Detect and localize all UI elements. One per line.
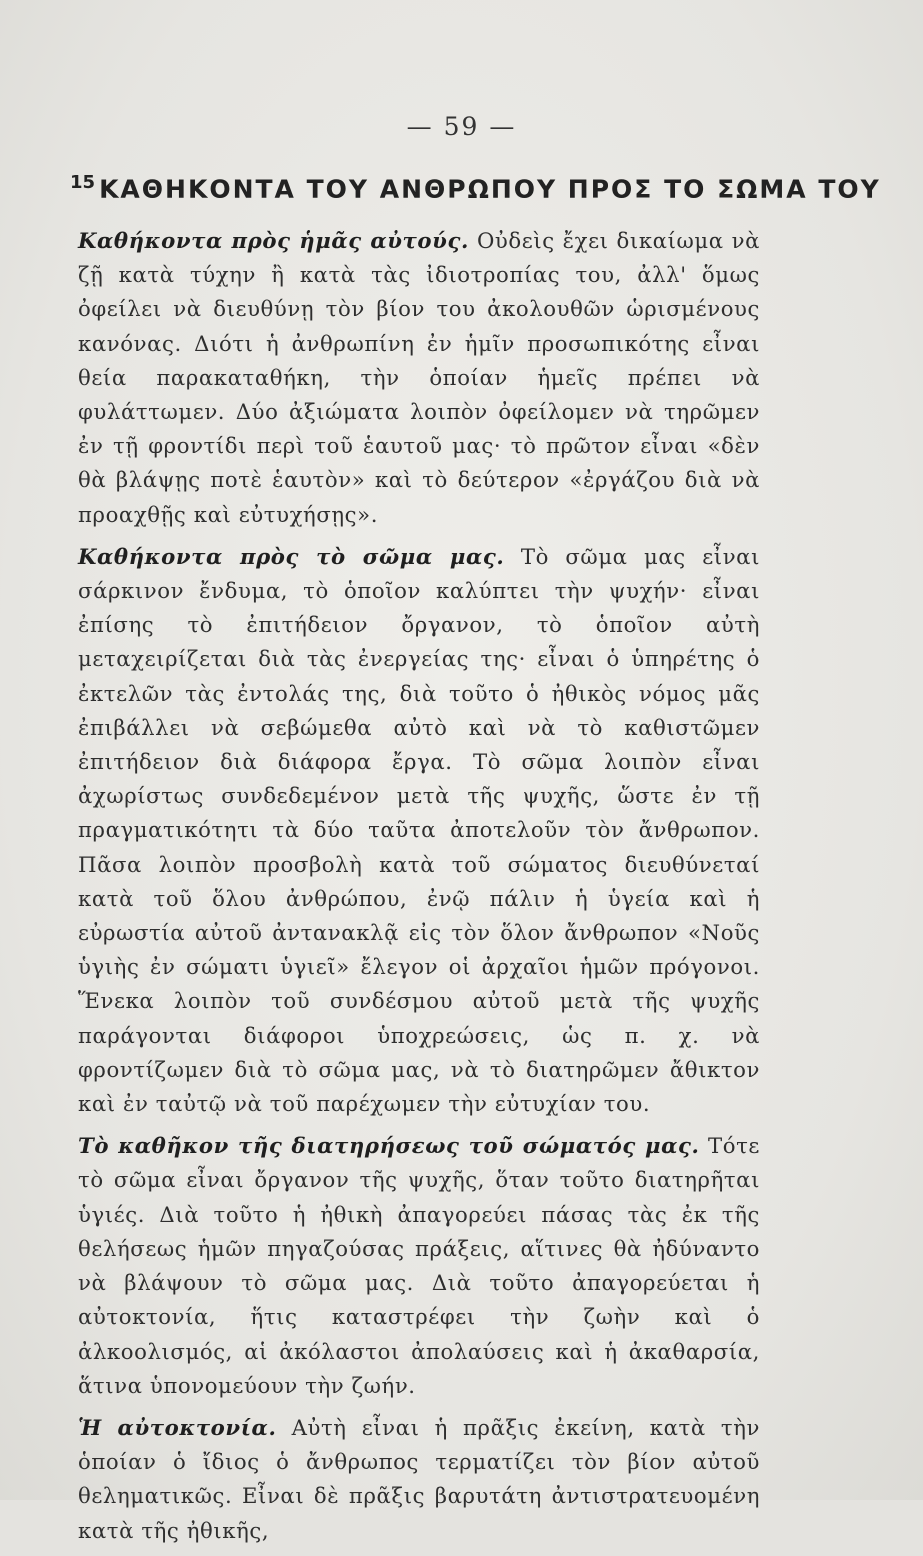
paragraph-text: Τότε τὸ σῶμα εἶναι ὄργανον τῆς ψυχῆς, ὅταν τοῦτο διατηρῆται ὑγιές. Διὰ τοῦτο ἡ ἠθικὴ ἀπαγορεύει πάσας τὰς ἐκ τῆς θελήσεως ἡμῶν πηγαζούσας πράξεις, αἵτινες θὰ ἠδύναντο νὰ βλάψουν τὸ σῶμα μας. Διὰ τοῦτο ἀπαγορεύεται ἡ αὐτοκτονία, ἥτις καταστρέφει τὴν ζωὴν καὶ ὁ ἀλκοολισμός, αἱ ἀκόλαστοι ἀπολαύσεις καὶ ἡ ἀκαθαρσία, ἅτινα ὑπονομεύουν τὴν ζωήν.: [78, 1133, 760, 1398]
paragraph-title: Τὸ καθῆκον τῆς διατηρήσεως τοῦ σώματός μας.: [78, 1133, 700, 1159]
chapter-heading: [70, 172, 881, 204]
paragraph-duties-to-ourselves: [78, 224, 760, 532]
paragraph-body-preservation: [78, 1129, 760, 1403]
paragraph-title: Καθήκοντα πρὸς ἡμᾶς αὐτούς.: [78, 228, 469, 253]
paragraph-suicide: [78, 1411, 760, 1548]
chapter-number: 15: [70, 172, 96, 193]
paragraph-title: Καθήκοντα πρὸς τὸ σῶμα μας.: [78, 543, 505, 569]
paragraph-duties-to-body: [78, 540, 760, 1121]
paragraph-text: Αὐτὴ εἶναι ἡ πρᾶξις ἐκείνη, κατὰ τὴν ὁποίαν ὁ ἴδιος ὁ ἄνθρωπος τερματίζει τὸν βίον αὐτοῦ θεληματικῶς. Εἶναι δὲ πρᾶξις βαρυτάτη ἀντιστρατευομένη κατὰ τῆς ἠθικῆς,: [78, 1414, 760, 1543]
body-text: [78, 224, 760, 1556]
paragraph-text: Τὸ σῶμα μας εἶναι σάρκινον ἔνδυμα, τὸ ὁποῖον καλύπτει τὴν ψυχήν· εἶναι ἐπίσης τὸ ἐπιτήδειον ὄργανον, τὸ ὁποῖον αὐτὴ μεταχειρίζεται διὰ τὰς ἐνεργείας της· εἶναι ὁ ὑπηρέτης ὁ ἐκτελῶν τὰς ἐντολάς της, διὰ τοῦτο ὁ ἠθικὸς νόμος μᾶς ἐπιβάλλει νὰ σεβώμεθα αὐτὸ καὶ νὰ τὸ καθιστῶμεν ἐπιτήδειον διὰ διάφορα ἔργα. Τὸ σῶμα λοιπὸν εἶναι ἀχωρίστως συνδεδεμένον μετὰ τῆς ψυχῆς, ὥστε ἐν τῇ πραγματικότητι τὰ δύο ταῦτα ἀποτελοῦν τὸν ἄνθρωπον. Πᾶσα λοιπὸν προσβολὴ κατὰ τοῦ σώματος διευθύνεταί κατὰ τοῦ ὅλου ἀνθρώπου, ἐνῷ πάλιν ἡ ὑγεία καὶ ἡ εὐρωστία αὐτοῦ ἀντανακλᾷ εἰς τὸν ὅλον ἄνθρωπον «Νοῦς ὑγιὴς ἐν σώματι ὑγιεῖ» ἔλεγον οἱ ἀρχαῖοι ἡμῶν πρόγονοι. Ἕνεκα λοιπὸν τοῦ συνδέσμου αὐτοῦ μετὰ τῆς ψυχῆς παράγονται διάφοροι ὑποχρεώσεις, ὡς π. χ. νὰ φροντίζωμεν διὰ τὸ σῶμα μας, νὰ τὸ διατηρῶμεν ἄθικτον καὶ ἐν ταὐτῷ νὰ τοῦ παρέχωμεν τὴν εὐτυχίαν του.: [78, 543, 760, 1117]
page-number: — 59 —: [406, 112, 517, 141]
chapter-title: ΚΑΘΗΚΟΝΤΑ ΤΟΥ ΑΝΘΡΩΠΟΥ ΠΡΟΣ ΤΟ ΣΩΜΑ ΤΟΥ: [99, 174, 881, 204]
paragraph-title: Ἡ αὐτοκτονία.: [78, 1414, 277, 1440]
paragraph-text: Οὐδεὶς ἔχει δικαίωμα νὰ ζῇ κατὰ τύχην ἢ κατὰ τὰς ἰδιοτροπίας του, ἀλλ' ὅμως ὀφείλει νὰ διευθύνῃ τὸν βίον του ἀκολουθῶν ὡρισμένους κανόνας. Διότι ἡ ἀνθρωπίνη ἐν ἡμῖν προσωπικότης εἶναι θεία παρακαταθήκη, τὴν ὁποίαν ἡμεῖς πρέπει νὰ φυλάττωμεν. Δύο ἀξιώματα λοιπὸν ὀφείλομεν νὰ τηρῶμεν ἐν τῇ φροντίδι περὶ τοῦ ἑαυτοῦ μας· τὸ πρῶτον εἶναι «δὲν θὰ βλάψῃς ποτὲ ἑαυτὸν» καὶ τὸ δεύτερον «ἐργάζου διὰ νὰ προαχθῇς καὶ εὐτυχήσῃς».: [78, 228, 761, 527]
